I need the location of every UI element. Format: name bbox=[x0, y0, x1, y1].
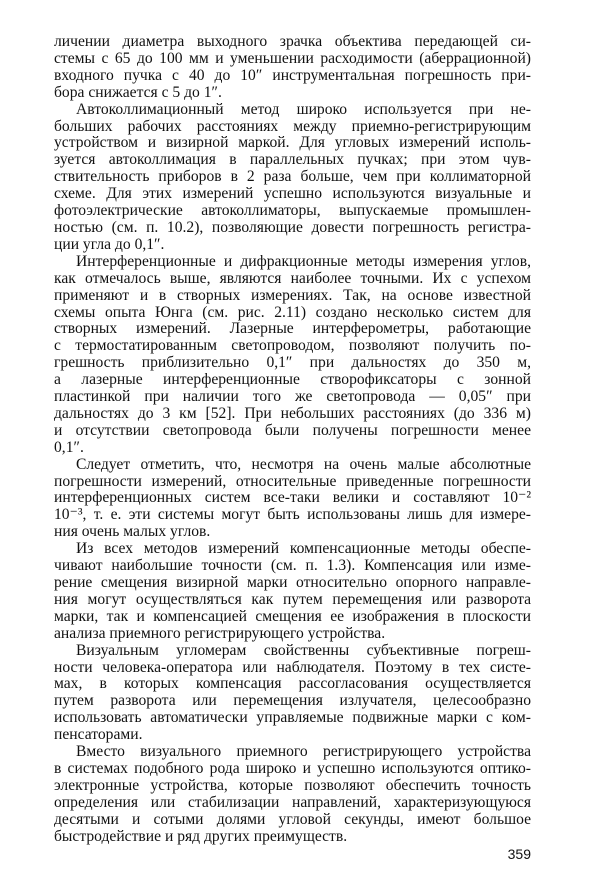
text-line: как отмечалось выше, являются наиболее точными. Их с успехом bbox=[54, 269, 531, 287]
text-line: использовать автоматически управляемые подвижные марки с ком- bbox=[54, 709, 531, 727]
paragraph bbox=[54, 643, 531, 744]
text-line: Визуальным угломерам свойственны субъективные погреш- bbox=[76, 641, 531, 659]
paragraph bbox=[54, 744, 531, 845]
paragraph bbox=[54, 541, 531, 642]
text-line: электронные устройства, которые позволяют обеспечить точность bbox=[54, 776, 531, 794]
text-line: Вместо визуального приемного регистрирующего устройства bbox=[76, 743, 531, 761]
text-line: Автоколлимационный метод широко используется при не- bbox=[76, 100, 531, 118]
paragraph bbox=[54, 457, 531, 542]
text-line: мах, в которых компенсация рассогласования осуществляется bbox=[54, 675, 531, 693]
page-body bbox=[54, 34, 531, 846]
text-line: дальностях до 3 км [52]. При небольших расстояниях (до 336 м) bbox=[54, 404, 531, 422]
text-line: ности человека-оператора или наблюдателя. Поэтому в тех систе- bbox=[54, 658, 531, 676]
text-line: входного пучка с 40 до 10″ инструментальная погрешность при- bbox=[54, 66, 531, 84]
text-line: интерференционных систем все-таки велики и составляют 10⁻² bbox=[54, 489, 531, 507]
text-line: быстродействие и ряд других преимуществ. bbox=[54, 827, 348, 845]
text-line: створных измерений. Лазерные интерферометры, работающие bbox=[54, 320, 531, 338]
text-line: путем разворота или перемещения излучателя, целесообразно bbox=[54, 692, 531, 710]
text-line: стемы с 65 до 100 мм и уменьшении расходимости (аберрационной) bbox=[54, 49, 531, 67]
text-line: марки, так и компенсацией смещения ее изображения в плоскости bbox=[54, 607, 531, 625]
text-line: грешность приблизительно 0,1″ при дальностях до 350 м, bbox=[54, 354, 531, 372]
text-line: погрешности измерений, относительные приведенные погрешности bbox=[54, 472, 531, 490]
text-line: фотоэлектрические автоколлиматоры, выпускаемые промышлен- bbox=[54, 202, 531, 220]
text-line: Из всех методов измерений компенсационные методы обеспе- bbox=[76, 540, 531, 558]
text-line: больших рабочих расстояниях между приемно-регистрирующим bbox=[54, 117, 531, 135]
text-line: ствительность приборов в 2 раза больше, чем при коллиматорной bbox=[54, 168, 531, 186]
text-line: схеме. Для этих измерений успешно используются визуальные и bbox=[54, 185, 531, 203]
text-line: Интерференционные и дифракционные методы измерения углов, bbox=[76, 252, 531, 270]
text-line: применяют и в створных измерениях. Так, на основе известной bbox=[54, 286, 531, 304]
page-number: 359 bbox=[507, 846, 531, 862]
text-line: бора снижается с 5 до 1″. bbox=[54, 83, 222, 101]
text-line: в системах подобного рода широко и успешно используются оптико- bbox=[54, 759, 531, 777]
paragraph bbox=[54, 254, 531, 457]
text-line: ностью (см. п. 10.2), позволяющие довести погрешность регистра- bbox=[54, 218, 531, 236]
text-line: зуется автоколлимация в параллельных пучках; при этом чув- bbox=[54, 151, 531, 169]
text-line: рение смещения визирной марки относительно опорного направле- bbox=[54, 574, 531, 591]
text-line: с термостатированным светопроводом, позволяют получить по- bbox=[54, 337, 531, 355]
text-line: определения или стабилизации направлений, характеризующуюся bbox=[54, 793, 531, 811]
text-line: схемы опыта Юнга (см. рис. 2.11) создано несколько систем для bbox=[54, 303, 531, 321]
text-line: пенсаторами. bbox=[54, 726, 143, 744]
text-line: ния могут осуществляться как путем перемещения или разворота bbox=[54, 590, 531, 608]
text-line: десятыми и сотыми долями угловой секунды, имеют большое bbox=[54, 810, 531, 828]
text-line: а лазерные интерференционные створофиксаторы с зонной bbox=[54, 371, 531, 389]
text-line: и отсутствии светопровода были получены погрешности менее bbox=[54, 421, 531, 439]
text-line: Следует отметить, что, несмотря на очень малые абсолютные bbox=[76, 455, 531, 473]
paragraph bbox=[54, 34, 531, 102]
text-line: анализа приемного регистрирующего устройства. bbox=[54, 624, 386, 642]
text-line: устройством и визирной маркой. Для угловых измерений исполь- bbox=[54, 134, 531, 152]
text-line: ции угла до 0,1″. bbox=[54, 235, 165, 253]
text-line: чивают наибольшие точности (см. п. 1.3). Компенсация или изме- bbox=[54, 557, 531, 575]
text-line: 0,1″. bbox=[54, 438, 84, 456]
paragraph bbox=[54, 102, 531, 254]
text-line: 10⁻³, т. е. эти системы могут быть использованы лишь для измере- bbox=[54, 506, 531, 524]
text-line: личении диаметра выходного зрачка объектива передающей си- bbox=[54, 33, 531, 50]
text-line: ния очень малых углов. bbox=[54, 523, 211, 541]
text-line: пластинкой при наличии того же светопровода — 0,05″ при bbox=[54, 388, 531, 406]
